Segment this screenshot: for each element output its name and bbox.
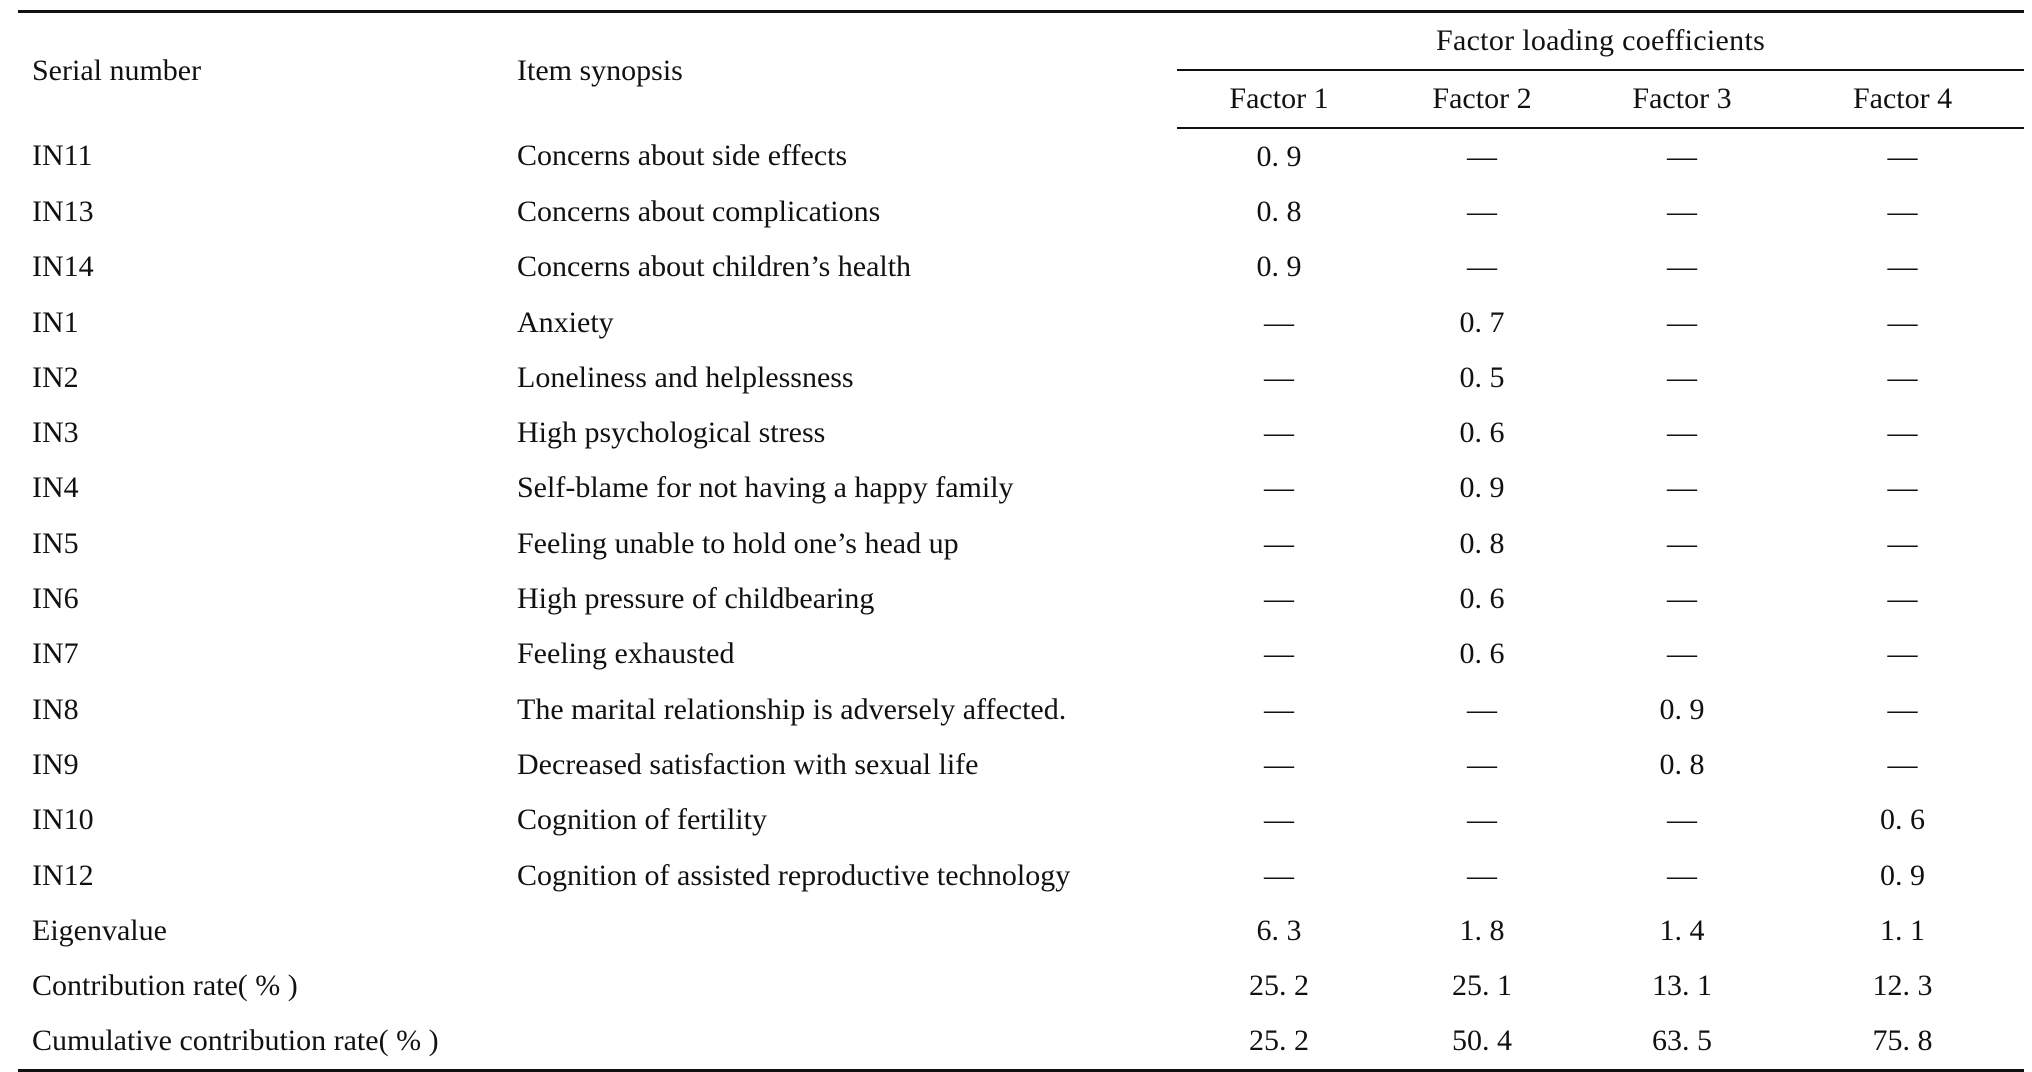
factor-3-cell: — — [1667, 582, 1697, 616]
factor-1-cell: — — [1264, 582, 1294, 616]
table-body — [18, 128, 2024, 1071]
item-cell: High psychological stress — [517, 416, 826, 450]
factor-loading-table — [18, 10, 2024, 1072]
factor-2-cell: — — [1467, 250, 1497, 284]
factor-2-cell: — — [1467, 803, 1497, 837]
factor-3-cell: — — [1667, 194, 1697, 228]
factor-2-cell: 0. 6 — [1459, 416, 1505, 450]
serial-cell: IN3 — [32, 416, 79, 450]
factor-1-cell: 0. 9 — [1256, 139, 1302, 173]
factor-2-cell: — — [1467, 194, 1497, 228]
item-cell: Cognition of assisted reproductive technology — [517, 858, 1071, 892]
serial-cell: Contribution rate( % ) — [32, 969, 298, 1003]
item-cell: Concerns about complications — [517, 194, 881, 228]
serial-cell: IN5 — [32, 526, 79, 560]
factor-2-cell: 0. 5 — [1459, 360, 1505, 394]
factor-4-cell: — — [1887, 305, 1918, 339]
serial-cell: IN13 — [32, 194, 94, 228]
table-row — [18, 128, 2024, 184]
item-cell: The marital relationship is adversely affected. — [517, 692, 1067, 726]
serial-cell: IN6 — [32, 582, 79, 616]
item-cell: Feeling exhausted — [517, 637, 735, 671]
factor-2-cell: 0. 9 — [1459, 471, 1505, 505]
factor-3-cell: — — [1667, 250, 1697, 284]
factor-2-cell: — — [1467, 858, 1497, 892]
factor-1-cell: 0. 9 — [1256, 250, 1302, 284]
factor-4-cell: — — [1887, 471, 1918, 505]
item-cell: Anxiety — [517, 305, 614, 339]
serial-cell: Eigenvalue — [32, 913, 167, 947]
factor-3-cell: — — [1667, 637, 1697, 671]
factor-1-cell: — — [1264, 747, 1294, 781]
table-header — [18, 12, 2024, 129]
factor-1-header: Factor 1 — [1177, 70, 1381, 128]
factor-2-cell: 50. 4 — [1381, 1014, 1583, 1071]
table-row — [18, 240, 2024, 295]
table-row — [18, 627, 2024, 682]
factor-2-cell: 0. 6 — [1459, 582, 1505, 616]
factor-3-cell: — — [1667, 139, 1697, 173]
serial-number-header: Serial number — [18, 12, 517, 129]
factor-3-cell: — — [1667, 305, 1697, 339]
table-row — [18, 571, 2024, 626]
factor-2-cell: — — [1467, 139, 1497, 173]
factor-4-cell: — — [1887, 250, 1918, 284]
factor-3-header: Factor 3 — [1583, 70, 1781, 128]
factor-1-cell: — — [1264, 692, 1294, 726]
factor-3-cell: — — [1667, 858, 1697, 892]
factor-4-cell: 12. 3 — [1872, 969, 1933, 1003]
item-cell: Concerns about children’s health — [517, 250, 912, 284]
factor-4-cell: 0. 9 — [1880, 858, 1926, 892]
factor-1-cell: — — [1264, 858, 1294, 892]
serial-cell: IN9 — [32, 747, 79, 781]
serial-cell: Cumulative contribution rate( % ) — [18, 1014, 517, 1071]
serial-cell: IN10 — [32, 803, 94, 837]
factor-2-cell: 0. 6 — [1459, 637, 1505, 671]
factor-2-cell: 0. 8 — [1459, 526, 1505, 560]
serial-cell: IN1 — [32, 305, 79, 339]
factor-loading-table-container — [18, 10, 2024, 1072]
factor-2-cell: — — [1467, 692, 1497, 726]
factor-3-cell: — — [1667, 416, 1697, 450]
item-cell — [517, 1014, 1177, 1071]
factor-4-cell: — — [1887, 692, 1918, 726]
factor-2-cell: 25. 1 — [1452, 969, 1512, 1003]
item-cell: Cognition of fertility — [517, 803, 767, 837]
factor-4-cell: — — [1887, 416, 1918, 450]
factor-2-header: Factor 2 — [1381, 70, 1583, 128]
table-row — [18, 682, 2024, 737]
factor-4-cell: — — [1887, 139, 1918, 173]
factor-4-cell: — — [1887, 637, 1918, 671]
factor-1-cell: — — [1264, 305, 1294, 339]
factor-2-cell: 1. 8 — [1459, 913, 1505, 947]
factor-4-cell: — — [1887, 526, 1918, 560]
serial-cell: IN12 — [32, 858, 94, 892]
factor-4-cell: — — [1887, 582, 1918, 616]
header-row-top — [18, 12, 2024, 71]
factor-4-cell: 75. 8 — [1781, 1014, 2024, 1071]
factor-1-cell: 6. 3 — [1256, 913, 1302, 947]
factor-3-cell: 13. 1 — [1652, 969, 1712, 1003]
factor-3-cell: 1. 4 — [1659, 913, 1705, 947]
item-cell: Loneliness and helplessness — [517, 360, 854, 394]
factor-4-cell: — — [1887, 194, 1918, 228]
factor-3-cell: — — [1667, 526, 1697, 560]
contribution-rate-row — [18, 958, 2024, 1013]
factor-3-cell: — — [1667, 360, 1697, 394]
table-row — [18, 793, 2024, 848]
table-row — [18, 295, 2024, 350]
factor-1-cell: 25. 2 — [1177, 1014, 1381, 1071]
table-row — [18, 184, 2024, 239]
factor-1-cell: — — [1264, 526, 1294, 560]
item-synopsis-header: Item synopsis — [517, 12, 1177, 129]
factor-1-cell: — — [1264, 637, 1294, 671]
item-cell: High pressure of childbearing — [517, 582, 875, 616]
factor-3-cell: 0. 8 — [1659, 747, 1705, 781]
factor-3-cell: 0. 9 — [1659, 692, 1705, 726]
factor-4-header: Factor 4 — [1781, 70, 2024, 128]
serial-cell: IN11 — [32, 139, 93, 173]
factor-4-cell: 0. 6 — [1880, 803, 1926, 837]
item-cell: Decreased satisfaction with sexual life — [517, 747, 979, 781]
factor-1-cell: 25. 2 — [1249, 969, 1309, 1003]
factor-1-cell: — — [1264, 471, 1294, 505]
factor-1-cell: — — [1264, 803, 1294, 837]
factor-4-cell: — — [1887, 747, 1918, 781]
item-cell: Feeling unable to hold one’s head up — [517, 526, 959, 560]
serial-cell: IN4 — [32, 471, 79, 505]
item-cell — [517, 903, 1177, 958]
factor-1-cell: — — [1264, 416, 1294, 450]
factor-2-cell: 0. 7 — [1459, 305, 1505, 339]
table-row — [18, 737, 2024, 792]
table-row — [18, 516, 2024, 571]
table-row — [18, 350, 2024, 405]
item-cell: Self-blame for not having a happy family — [517, 471, 1014, 505]
factor-3-cell: — — [1667, 803, 1697, 837]
factor-1-cell: 0. 8 — [1256, 194, 1302, 228]
eigenvalue-row — [18, 903, 2024, 958]
serial-cell: IN14 — [32, 250, 94, 284]
factor-4-cell: 1. 1 — [1880, 913, 1926, 947]
factor-3-cell: 63. 5 — [1583, 1014, 1781, 1071]
item-cell: Concerns about side effects — [517, 139, 848, 173]
factor-1-cell: — — [1264, 360, 1294, 394]
table-row — [18, 848, 2024, 903]
factor-loading-group-header: Factor loading coefficients — [1177, 12, 2024, 71]
item-cell — [517, 958, 1177, 1013]
serial-cell: IN8 — [32, 692, 79, 726]
factor-4-cell: — — [1887, 360, 1918, 394]
serial-cell: IN2 — [32, 360, 79, 394]
table-row — [18, 461, 2024, 516]
serial-cell: IN7 — [32, 637, 79, 671]
factor-2-cell: — — [1467, 747, 1497, 781]
table-row — [18, 405, 2024, 460]
factor-3-cell: — — [1667, 471, 1697, 505]
cumulative-contribution-rate-row — [18, 1014, 2024, 1071]
